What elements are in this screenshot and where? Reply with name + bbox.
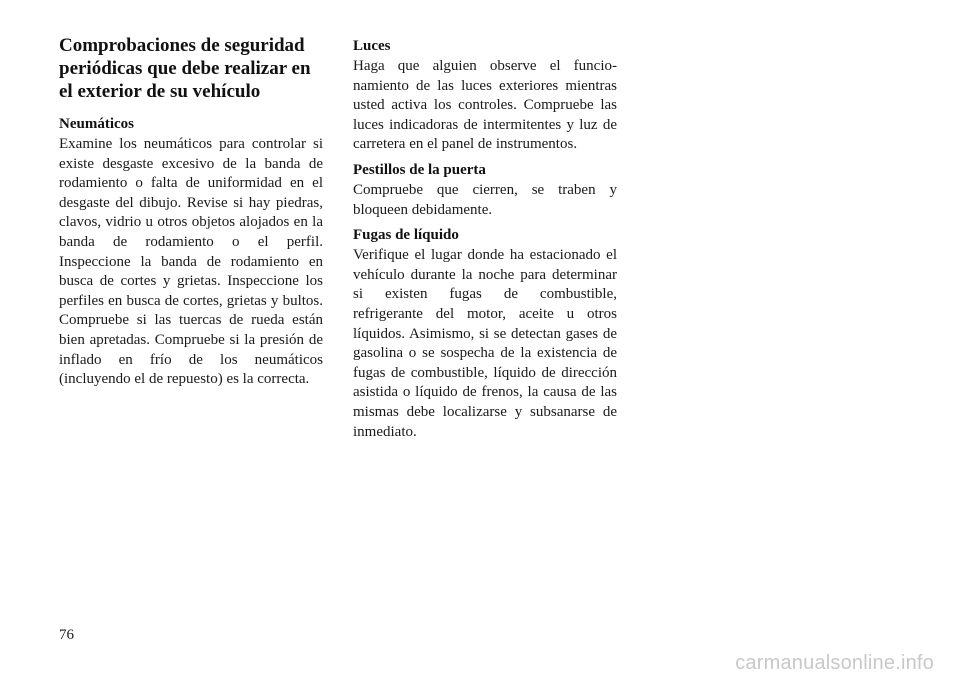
door-latches-body: Compruebe que cierren, se traben y bloqueen debidamente. (353, 181, 617, 218)
tires-heading: Neumáticos (59, 116, 134, 132)
lights-body: Haga que alguien observe el funcionamiento de las luces exteriores mientras usted activa los controles. Compruebe las luces indicadoras de intermitentes y luz de carretera en el panel de instrumentos. (353, 58, 617, 153)
tires-body: Examine los neumáticos para controlar si existe desgaste excesivo de la banda de rodamiento o falta de uniformidad en el desgaste del dibujo. Revise si hay piedras, clavos, vidrio u otros objetos alojados en la banda de rodamiento o el perfil. Inspeccione la banda de rodamiento en busca de cortes y grietas. Inspeccione los perfiles en busca de cortes, grietas y bultos. Compruebe si las tuercas de rueda están bien apretadas. Compruebe si la presión de inflado en frío de los neumáticos (incluyendo el de repuesto) es la correcta. (59, 136, 323, 388)
fluid-leaks-section (353, 225, 617, 442)
door-latches-heading: Pestillos de la puerta (353, 161, 486, 178)
lights-section (353, 36, 617, 155)
right-column (353, 34, 617, 447)
fluid-leaks-heading: Fugas de líquido (353, 227, 459, 244)
fluid-leaks-body: Verifique el lugar donde ha estacionado el vehículo durante la noche para determinar si existen fugas de combustible, refrigerante del motor, aceite u otros líquidos. Asimismo, si se detectan gases de gasolina o se sospecha de la existencia de fugas de combustible, líquido de dirección asistida o líquido de frenos, la causa de las mismas debe localizarse y subsanarse de inmediato. (353, 247, 617, 440)
tires-section (59, 114, 323, 390)
watermark: carmanualsonline.info (735, 652, 934, 674)
section-title: Comprobaciones de seguridad periódicas que debe realizar en el exterior de su vehículo (59, 35, 311, 102)
page-number: 76 (59, 627, 74, 643)
door-latches-section (353, 160, 617, 220)
lights-heading: Luces (353, 38, 391, 54)
left-column (59, 34, 323, 395)
